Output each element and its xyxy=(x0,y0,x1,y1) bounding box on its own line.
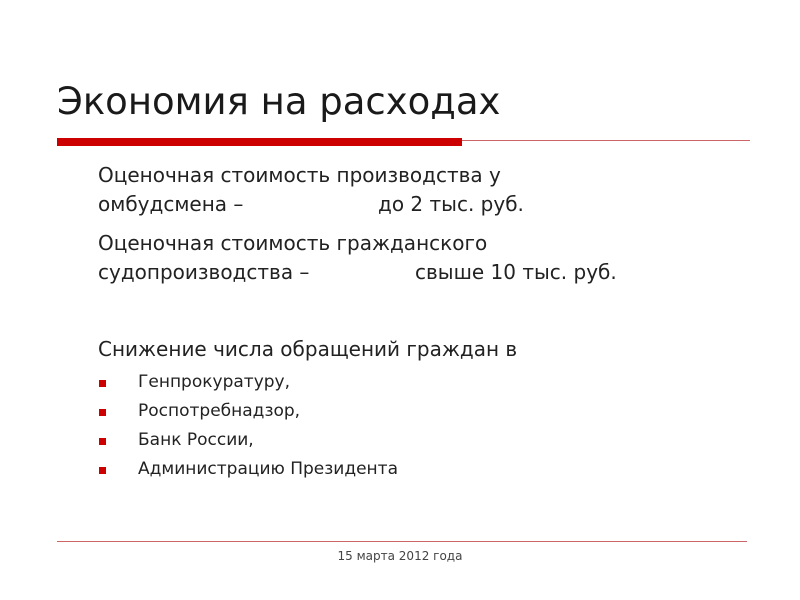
footer-date: 15 марта 2012 года xyxy=(337,549,463,563)
square-bullet-icon xyxy=(99,438,106,445)
cost-court-paragraph xyxy=(98,229,617,287)
list-item-label: Генпрокуратуру, xyxy=(138,372,291,392)
list-item xyxy=(98,455,398,484)
cost-court-value: свыше 10 тыс. руб. xyxy=(415,260,617,284)
cost-court-label: судопроизводства – xyxy=(98,260,310,284)
list-item-label: Банк России, xyxy=(138,430,254,450)
cost-ombudsman-line2 xyxy=(98,190,524,219)
slide-title: Экономия на расходах xyxy=(57,80,501,123)
square-bullet-icon xyxy=(99,467,106,474)
footer-divider xyxy=(57,541,747,542)
appeals-subheading: Снижение числа обращений граждан в xyxy=(98,337,518,361)
cost-ombudsman-line1: Оценочная стоимость производства у xyxy=(98,163,501,187)
cost-ombudsman-label: омбудсмена – xyxy=(98,192,244,216)
list-item-label: Роспотребнадзор, xyxy=(138,401,301,421)
cost-court-line2 xyxy=(98,258,617,287)
cost-court-line1: Оценочная стоимость гражданского xyxy=(98,231,488,255)
cost-ombudsman-paragraph xyxy=(98,161,524,219)
agency-list xyxy=(98,368,398,484)
list-item xyxy=(98,368,398,397)
cost-ombudsman-value: до 2 тыс. руб. xyxy=(378,192,524,216)
title-underline-thin xyxy=(462,140,750,141)
list-item-label: Администрацию Президента xyxy=(138,459,398,479)
square-bullet-icon xyxy=(99,409,106,416)
list-item xyxy=(98,426,398,455)
square-bullet-icon xyxy=(99,380,106,387)
list-item xyxy=(98,397,398,426)
title-underline-accent xyxy=(57,138,462,146)
